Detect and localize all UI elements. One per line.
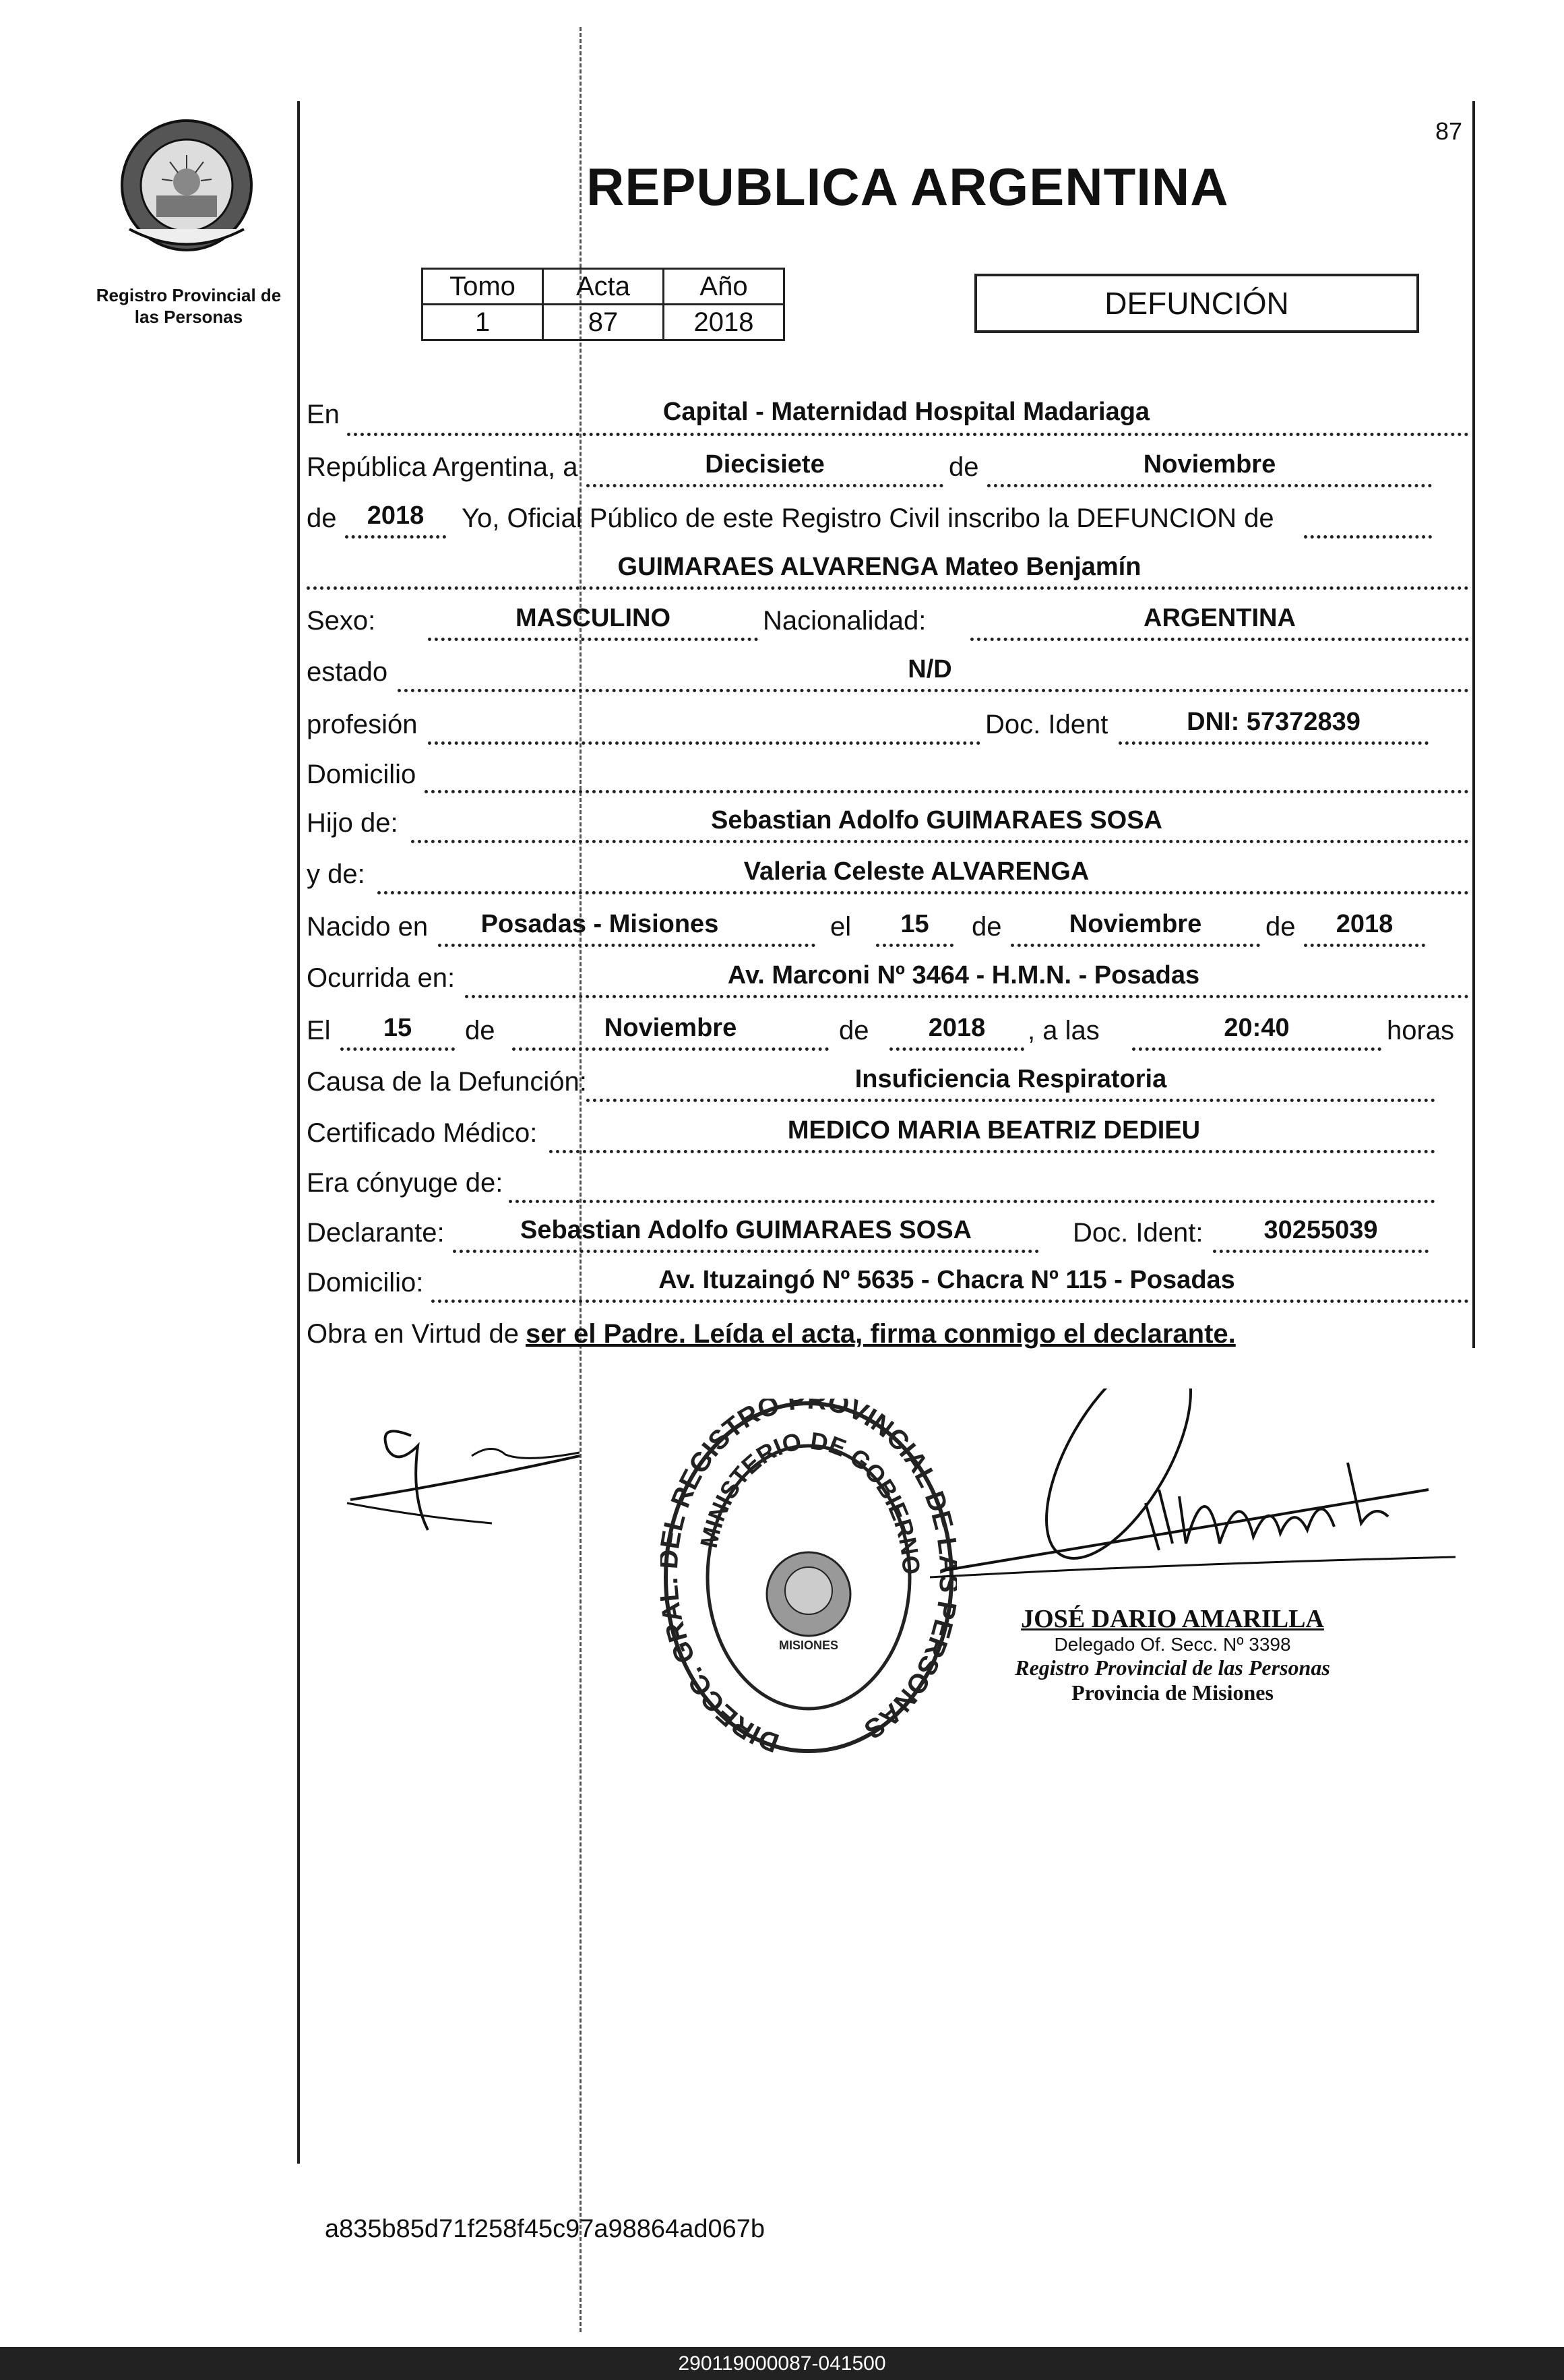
sex-value: MASCULINO	[515, 604, 671, 632]
official-role: Delegado Of. Secc. Nº 3398	[1054, 1634, 1291, 1655]
conyuge-dots	[509, 1200, 1435, 1203]
sex-label: Sexo:	[307, 606, 376, 636]
born-de2-label: de	[1265, 912, 1296, 942]
year-dots	[345, 535, 446, 539]
anio-value: 2018	[664, 305, 784, 340]
acta-value: 87	[543, 305, 664, 340]
right-margin-line	[1472, 101, 1475, 1348]
decl-dom-value: Av. Ituzaingó Nº 5635 - Chacra Nº 115 - Posadas	[658, 1266, 1235, 1294]
death-month-dots	[512, 1047, 829, 1051]
horas-label: horas	[1387, 1016, 1455, 1045]
cert-label: Certificado Médico:	[307, 1118, 538, 1148]
seal-center-text: MISIONES	[778, 1639, 839, 1652]
decl-dom-label: Domicilio:	[307, 1268, 424, 1298]
decl-doc-label: Doc. Ident:	[1073, 1218, 1203, 1248]
official-dots	[1304, 535, 1432, 539]
obra-value: ser el Padre. Leída el acta, firma conmigo el declarante.	[526, 1319, 1236, 1349]
estado-label: estado	[307, 657, 388, 687]
agency-name: Registro Provincial de las Personas	[96, 285, 282, 327]
doc-type-box: DEFUNCIÓN	[974, 274, 1419, 333]
official-text: Yo, Oficial Público de este Registro Civil inscribo la DEFUNCION de	[462, 504, 1274, 533]
fold-line	[580, 27, 582, 2332]
nationality-label: Nacionalidad:	[763, 606, 927, 636]
tomo-value: 1	[423, 305, 543, 340]
nationality-dots	[970, 638, 1469, 641]
born-place-dots	[438, 944, 815, 947]
conyuge-label: Era cónyuge de:	[307, 1168, 503, 1198]
seal-inner-text: MINISTERIO DE GOBIERNO	[694, 1426, 926, 1576]
year-value: 2018	[367, 501, 425, 530]
decl-dom-dots	[431, 1300, 1469, 1303]
death-day: 15	[383, 1014, 412, 1042]
nationality-value: ARGENTINA	[1144, 604, 1296, 632]
place-value: Capital - Maternidad Hospital Madariaga	[662, 398, 1150, 426]
declarante-label: Declarante:	[307, 1218, 445, 1248]
place-dots	[347, 433, 1469, 436]
born-year: 2018	[1336, 910, 1394, 938]
cert-dots	[549, 1150, 1435, 1153]
obra-label: Obra en Virtud de	[307, 1319, 520, 1349]
tomo-header: Tomo	[423, 269, 543, 305]
father-value: Sebastian Adolfo GUIMARAES SOSA	[711, 806, 1162, 834]
cert-value: MEDICO MARIA BEATRIZ DEDIEU	[787, 1116, 1201, 1145]
born-day-dots	[876, 944, 953, 947]
declarante-dots	[453, 1250, 1039, 1253]
official-province: Provincia de Misiones	[1071, 1680, 1274, 1705]
doc-label: Doc. Ident	[985, 710, 1108, 739]
decl-doc-dots	[1213, 1250, 1429, 1253]
death-time-dots	[1132, 1047, 1381, 1051]
death-month: Noviembre	[604, 1014, 737, 1042]
seal-outer-text: DIRECC. GR L REGISTRO PROVINCIAL DE ERSONAS	[660, 1399, 957, 1756]
born-label: Nacido en	[307, 912, 429, 942]
father-dots	[411, 840, 1469, 843]
republica-label: República Argentina, a	[307, 452, 578, 482]
ocurrida-label: Ocurrida en:	[307, 963, 456, 993]
province-logo	[116, 115, 257, 263]
decl-doc-value: 30255039	[1263, 1216, 1378, 1244]
day-dots	[586, 484, 943, 487]
born-year-dots	[1304, 944, 1425, 947]
document-hash: a835b85d71f258f45c97a98864ad067b	[325, 2215, 765, 2243]
estado-dots	[398, 689, 1469, 692]
domicilio-label: Domicilio	[307, 760, 416, 789]
causa-value: Insuficiencia Respiratoria	[854, 1065, 1167, 1093]
official-stamp	[970, 1604, 1375, 1705]
anio-header: Año	[664, 269, 784, 305]
ocurrida-dots	[465, 995, 1469, 998]
doc-value: DNI: 57372839	[1187, 708, 1360, 736]
death-day-dots	[340, 1047, 455, 1051]
declarante-value: Sebastian Adolfo GUIMARAES SOSA	[520, 1216, 972, 1244]
death-time: 20:40	[1224, 1014, 1290, 1042]
death-de1-label: de	[465, 1016, 495, 1045]
footer-code: 290119000087-041500	[0, 2347, 1564, 2380]
born-de1-label: de	[972, 912, 1002, 942]
mother-value: Valeria Celeste ALVARENGA	[743, 857, 1090, 886]
yde-label: y de:	[307, 859, 365, 889]
profesion-dots	[428, 741, 980, 745]
month-dots	[987, 484, 1432, 487]
estado-value: N/D	[908, 655, 952, 683]
hijo-label: Hijo de:	[307, 808, 398, 838]
deceased-name: GUIMARAES ALVARENGA Mateo Benjamín	[617, 553, 1141, 581]
de-label: de	[949, 452, 979, 482]
born-month: Noviembre	[1069, 910, 1202, 938]
page-number: 87	[1435, 117, 1463, 145]
day-value: Diecisiete	[705, 450, 825, 479]
ocurrida-value: Av. Marconi Nº 3464 - H.M.N. - Posadas	[727, 961, 1200, 989]
place-label: En	[307, 400, 340, 429]
causa-label: Causa de la Defunción:	[307, 1067, 587, 1097]
month-value: Noviembre	[1143, 450, 1276, 479]
born-day: 15	[900, 910, 929, 938]
death-de2-label: de	[839, 1016, 869, 1045]
profesion-label: profesión	[307, 710, 418, 739]
declarant-signature	[337, 1415, 593, 1550]
domicilio-dots	[425, 790, 1469, 793]
official-signature	[903, 1389, 1469, 1591]
record-table	[421, 268, 785, 341]
official-registry: Registro Provincial de las Personas	[1015, 1655, 1330, 1680]
official-name: JOSÉ DARIO AMARILLA	[1021, 1605, 1324, 1633]
causa-dots	[586, 1099, 1435, 1102]
page-title: REPUBLICA ARGENTINA	[586, 157, 1229, 216]
doc-dots	[1119, 741, 1429, 745]
born-month-dots	[1011, 944, 1260, 947]
sex-dots	[428, 638, 758, 641]
born-place: Posadas - Misiones	[480, 910, 719, 938]
mother-dots	[377, 891, 1469, 894]
left-margin-line	[297, 101, 300, 2164]
year-prefix: de	[307, 504, 337, 533]
deceased-dots	[307, 586, 1469, 590]
acta-header: Acta	[543, 269, 664, 305]
death-year: 2018	[928, 1014, 986, 1042]
alas-label: , a las	[1028, 1016, 1100, 1045]
born-el-label: el	[830, 912, 852, 942]
el2-label: El	[307, 1016, 331, 1045]
death-year-dots	[889, 1047, 1024, 1051]
